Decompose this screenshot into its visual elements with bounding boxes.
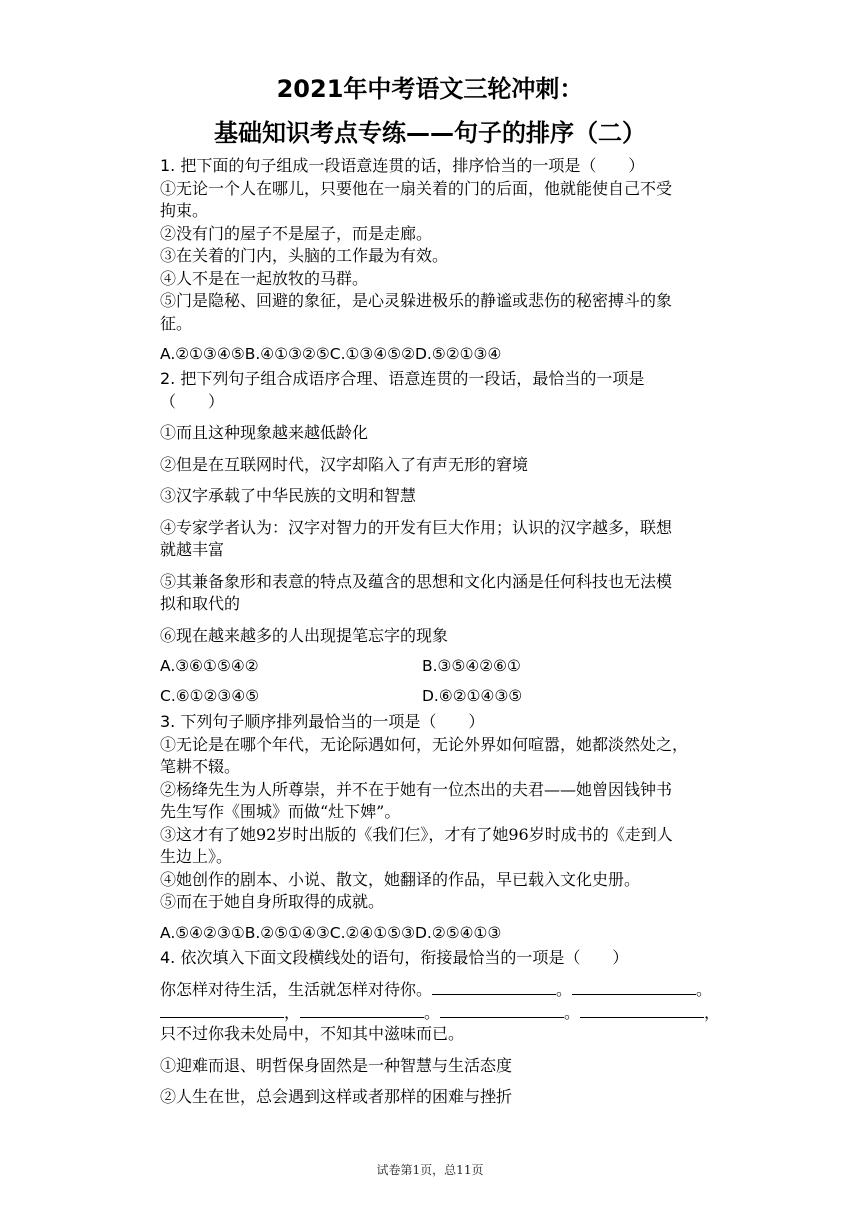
q1-sentence-4: ④人不是在一起放牧的马群。 [160, 268, 369, 288]
q3-sentence-5: ⑤而在于她自身所取得的成就。 [160, 892, 385, 911]
question-list [160, 155, 760, 1109]
q3-sentence-3-cont: 生边上》。 [160, 847, 233, 866]
page-title: 2021年中考语文三轮冲刺： [276, 75, 584, 103]
q2-option-c: C.⑥①②③④⑤ [160, 687, 260, 705]
q2-option-d: D.⑥②①④③⑤ [422, 687, 523, 705]
q4-blank-3 [160, 1001, 284, 1018]
q4-blank-4 [300, 1001, 424, 1018]
q2-stem-cont: （ ） [160, 391, 225, 411]
q4-blank-6 [580, 1001, 704, 1018]
page-footer: 试卷第1页，总11页 [376, 1163, 484, 1177]
q1-options: A.②①③④⑤B.④①③②⑤C.①③④⑤②D.⑤②①③④ [160, 345, 502, 363]
q1-sentence-2: ②没有门的屋子不是屋子，而是走廊。 [160, 223, 433, 243]
q4-passage-line-2: ， 。 。 ， [160, 1001, 760, 1024]
q3-sentence-3: ③这才有了她92岁时出版的《我们仨》，才有了她96岁时成书的《走到人 [160, 824, 673, 844]
q2-sentence-4-cont: 就越丰富 [160, 540, 225, 559]
q1-stem: 1. 把下面的句子组成一段语意连贯的话，排序恰当的一项是（ ） [160, 156, 645, 175]
q4-passage-line-1: 你怎样对待生活，生活就怎样对待你。 。 。 [160, 980, 713, 999]
q3-stem: 3. 下列句子顺序排列最恰当的一项是（ ） [160, 712, 485, 731]
q1-sentence-1-cont: 拘束。 [160, 201, 209, 220]
q4-sentence-1: ①迎难而退、明哲保身固然是一种智慧与生活态度 [160, 1055, 513, 1075]
q3-sentence-1-cont: 笔耕不辍。 [160, 757, 241, 776]
q2-stem: 2. 把下列句子组合成语序合理、语意连贯的一段话，最恰当的一项是 [160, 369, 645, 388]
q2-options-row-2 [160, 685, 760, 707]
q2-sentence-3: ③汉字承载了中华民族的文明和智慧 [160, 486, 417, 505]
q4-passage-line-3: 只不过你我未处局中，不知其中滋味而已。 [160, 1024, 465, 1043]
q3-sentence-2-cont: 先生写作《围城》而做“灶下婢”。 [160, 802, 401, 821]
q4-blank-2 [572, 978, 696, 995]
q2-sentence-1: ①而且这种现象越来越低龄化 [160, 423, 369, 442]
q4-blank-5 [440, 1001, 564, 1018]
q2-option-a: A.③⑥①⑤④② [160, 657, 259, 675]
q2-sentence-6: ⑥现在越来越多的人出现提笔忘字的现象 [160, 625, 449, 645]
q2-sentence-2: ②但是在互联网时代，汉字却陷入了有声无形的窘境 [160, 454, 529, 474]
q4-passage-text: 你怎样对待生活，生活就怎样对待你。 [160, 980, 433, 999]
q3-options: A.⑤④②③①B.②⑤①④③C.②④①⑤③D.②⑤④①③ [160, 923, 502, 942]
q4-blank-1 [432, 978, 556, 995]
q2-options-row-1 [160, 655, 760, 677]
q4-sentence-2: ②人生在世，总会遇到这样或者那样的困难与挫折 [160, 1087, 513, 1106]
q2-sentence-5: ⑤其兼备象形和表意的特点及蕴含的思想和文化内涵是任何科技也无法模 [160, 571, 673, 591]
q3-sentence-4: ④她创作的剧本、小说、散文，她翻译的作品，早已载入文化史册。 [160, 869, 641, 889]
q1-sentence-1: ①无论一个人在哪儿，只要他在一扇关着的门的后面，他就能使自己不受 [160, 178, 673, 198]
page-subtitle: 基础知识考点专练——句子的排序（二） [214, 119, 646, 147]
q2-option-b: B.③⑤④②⑥① [422, 657, 521, 675]
q4-stem: 4. 依次填入下面文段横线处的语句，衔接最恰当的一项是（ ） [160, 947, 629, 967]
q3-sentence-1: ①无论是在哪个年代，无论际遇如何，无论外界如何喧嚣，她都淡然处之， [160, 734, 689, 754]
q3-sentence-2: ②杨绛先生为人所尊崇，并不在于她有一位杰出的夫君——她曾因钱钟书 [160, 779, 673, 799]
q1-sentence-3: ③在关着的门内，头脑的工作最为有效。 [160, 246, 449, 265]
q2-sentence-5-cont: 拟和取代的 [160, 594, 241, 613]
q2-sentence-4: ④专家学者认为：汉字对智力的开发有巨大作用；认识的汉字越多，联想 [160, 517, 673, 537]
q1-sentence-5: ⑤门是隐秘、回避的象征，是心灵躲进极乐的静谧或悲伤的秘密搏斗的象 [160, 291, 673, 310]
q1-sentence-5-cont: 征。 [160, 313, 193, 333]
